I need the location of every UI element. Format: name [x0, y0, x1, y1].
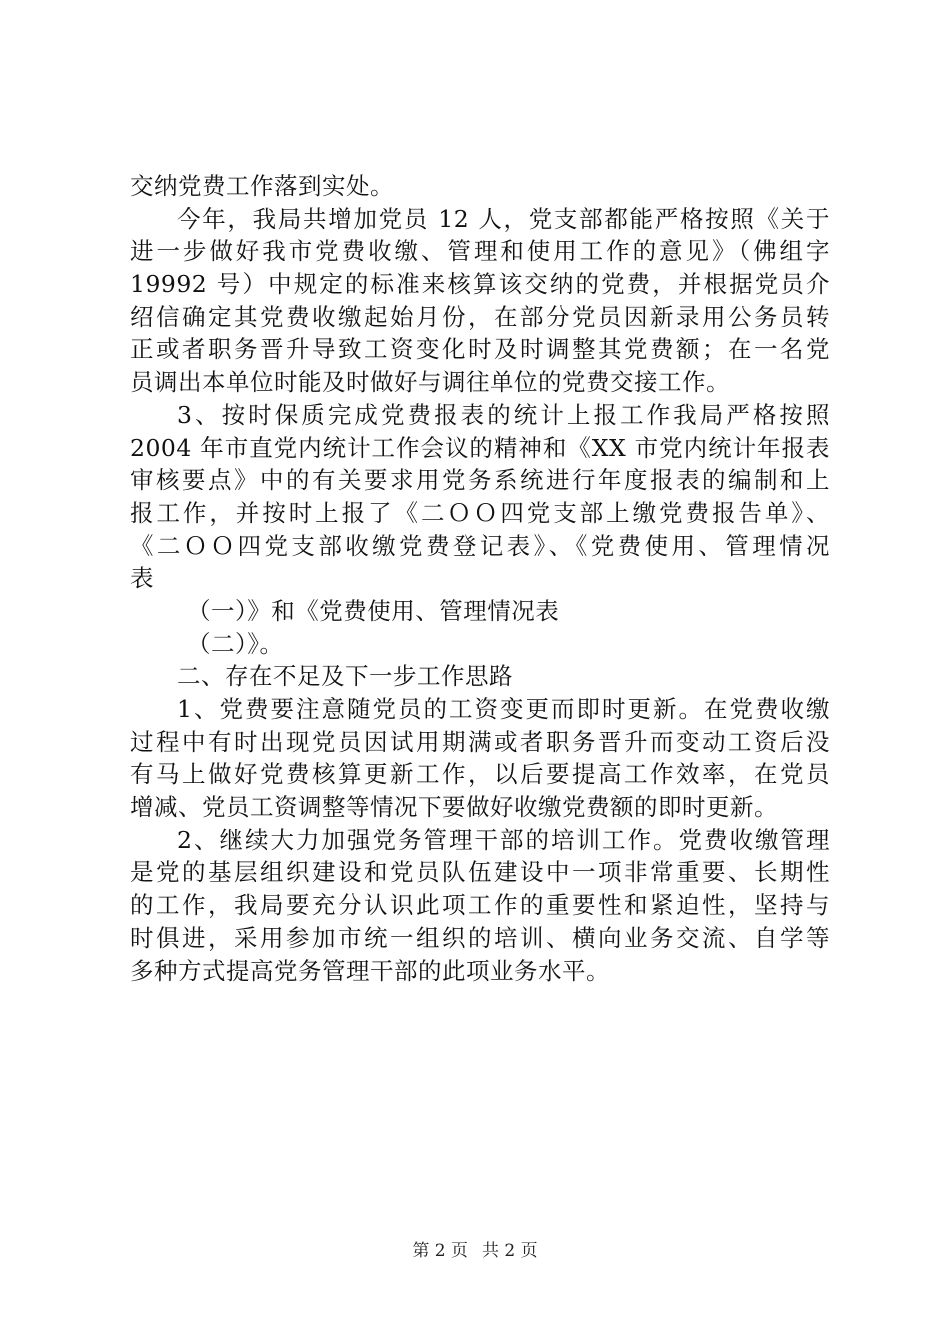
text-line: 《二ＯＯ四党支部收缴党费登记表》、《党费使用、管理情况: [130, 531, 830, 560]
text-line: 2、继续大力加强党务管理干部的培训工作。党费收缴管理: [177, 825, 830, 854]
document-body: [130, 170, 830, 987]
text-line: 交纳党费工作落到实处。: [130, 172, 394, 200]
text-line: 多种方式提高党务管理干部的此项业务水平。: [130, 956, 610, 985]
text-line: 报工作，并按时上报了《二ＯＯ四党支部上缴党费报告单》、: [130, 498, 830, 527]
text-line: 2004 年市直党内统计工作会议的精神和《XX 市党内统计年报表: [130, 433, 830, 462]
text-line: 绍信确定其党费收缴起始月份，在部分党员因新录用公务员转: [130, 302, 830, 331]
text-line: 今年，我局共增加党员 12 人，党支部都能严格按照《关于: [177, 204, 830, 233]
text-line: 正或者职务晋升导致工资变化时及时调整其党费额；在一名党: [130, 335, 830, 364]
text-line: 有马上做好党费核算更新工作，以后要提高工作效率，在党员: [130, 760, 830, 789]
text-line: 员调出本单位时能及时做好与调往单位的党费交接工作。: [130, 368, 730, 397]
text-line: 审核要点》中的有关要求用党务系统进行年度报表的编制和上: [130, 466, 830, 495]
text-line: （二）》。: [187, 629, 284, 658]
text-line: 增减、党员工资调整等情况下要做好收缴党费额的即时更新。: [130, 793, 778, 822]
text-line: （一）》和《党费使用、管理情况表: [187, 596, 560, 625]
text-line: 3、按时保质完成党费报表的统计上报工作我局严格按照: [177, 400, 830, 429]
text-line: 19992 号）中规定的标准来核算该交纳的党费，并根据党员介: [130, 270, 830, 299]
page-number: 第 2 页: [412, 1241, 468, 1261]
page-total: 共 2 页: [482, 1241, 538, 1261]
text-line: 时俱进，采用参加市统一组织的培训、横向业务交流、自学等: [130, 923, 830, 952]
text-line: 表: [130, 564, 154, 593]
text-line: 进一步做好我市党费收缴、管理和使用工作的意见》（佛组字: [130, 237, 830, 266]
text-line: 1、党费要注意随党员的工资变更而即时更新。在党费收缴: [177, 695, 830, 723]
section-heading: 二、存在不足及下一步工作思路: [177, 662, 513, 691]
text-line: 过程中有时出现党员因试用期满或者职务晋升而变动工资后没: [130, 727, 830, 756]
page-footer: [0, 1240, 950, 1262]
text-line: 是党的基层组织建设和党员队伍建设中一项非常重要、长期性: [130, 858, 830, 887]
text-line: 的工作，我局要充分认识此项工作的重要性和紧迫性，坚持与: [130, 891, 830, 920]
